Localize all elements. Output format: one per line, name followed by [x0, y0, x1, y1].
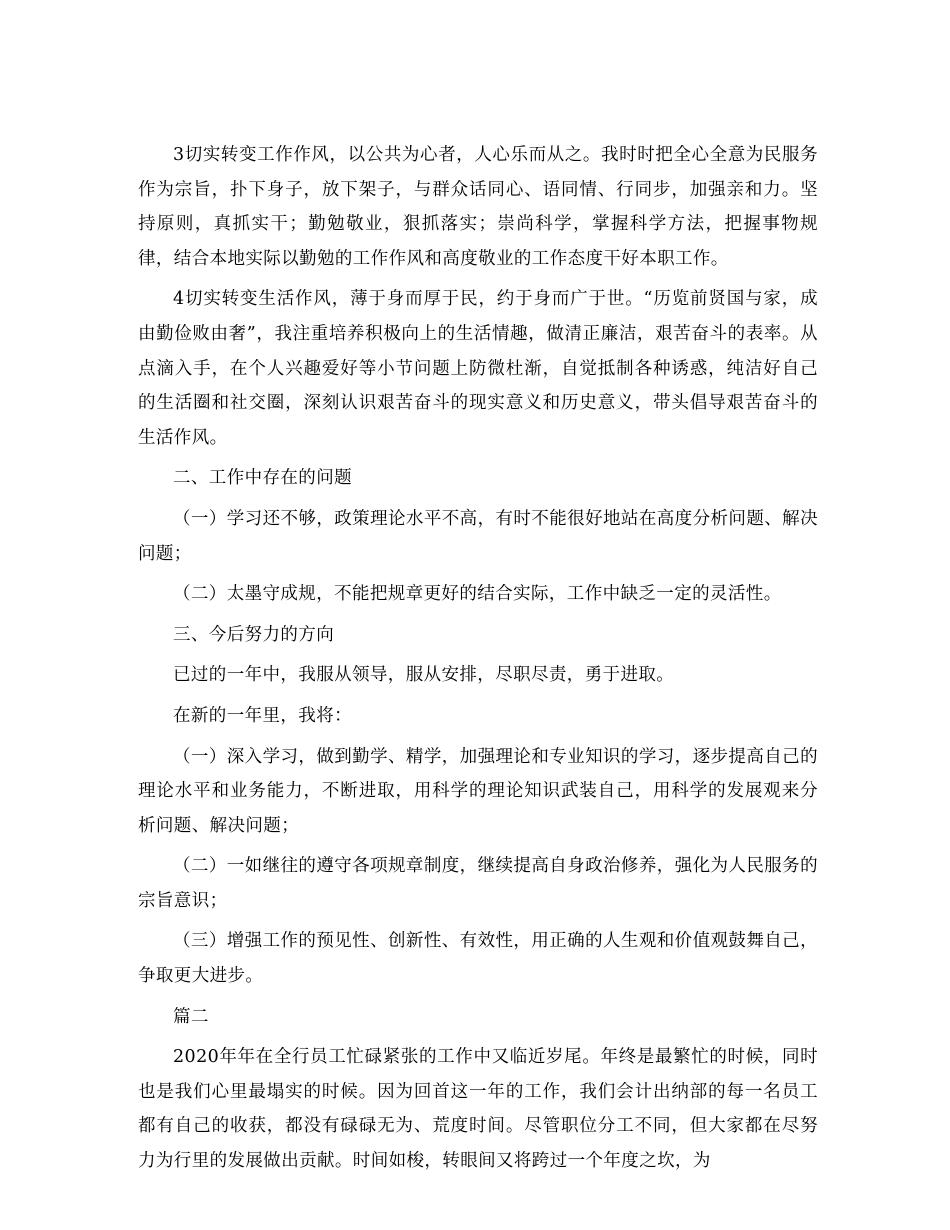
section-heading-direction: 三、今后努力的方向 — [173, 624, 335, 645]
paragraph-life-style: 4切实转变生活作风，薄于身而厚于民，约于身而广于世。“历览前贤国与家，成由勤俭败由奢”，我注重培养积极向上的生活情趣，做清正廉洁，艰苦奋斗的表率。从点滴入手，在个人兴趣爱好等小节问题上防微杜渐，自觉抵制各种诱惑，纯洁好自己的生活圈和社交圈，深刻认识艰苦奋斗的现实意义和历史意义，带头倡导艰苦奋斗的生活作风。 — [138, 289, 818, 448]
paragraph-new-year-intro: 在新的一年里，我将： — [173, 705, 352, 726]
section-heading-part-two: 篇二 — [173, 1006, 209, 1027]
problem-item-1: （一）学习还不够，政策理论水平不高，有时不能很好地站在高度分析问题、解决问题； — [138, 508, 818, 564]
paragraph-work-style: 3切实转变工作作风，以公共为心者，人心乐而从之。我时时把全心全意为民服务作为宗旨，扑下身子，放下架子，与群众话同心、语同情、行同步，加强亲和力。坚持原则，真抓实干；勤勉敬业，狠抓落实；崇尚科学，掌握科学方法，把握事物规律，结合本地实际以勤勉的工作作风和高度敬业的工作态度干好本职工作。 — [138, 145, 818, 269]
problem-item-2: （二）太墨守成规，不能把规章更好的结合实际，工作中缺乏一定的灵活性。 — [173, 584, 782, 605]
paragraph-year-summary: 2020年年在全行员工忙碌紧张的工作中又临近岁尾。年终是最繁忙的时候，同时也是我们心里最塌实的时候。因为回首这一年的工作，我们会计出纳部的每一名员工都有自己的收获，都没有碌碌无为、荒度时间。尽管职位分工不同，但大家都在尽努力为行里的发展做出贡献。时间如梭，转眼间又将跨过一个年度之坎，为 — [138, 1047, 818, 1172]
section-heading-problems: 二、工作中存在的问题 — [173, 468, 352, 489]
plan-item-2: （二）一如继往的遵守各项规章制度，继续提高自身政治修养，强化为人民服务的宗旨意识； — [138, 856, 818, 911]
document-page — [138, 138, 818, 1185]
paragraph-past-year: 已过的一年中，我服从领导，服从安排，尽职尽责，勇于进取。 — [173, 665, 675, 686]
plan-item-3: （三）增强工作的预见性、创新性、有效性，用正确的人生观和价值观鼓舞自己，争取更大进步。 — [138, 931, 818, 987]
plan-item-1: （一）深入学习，做到勤学、精学，加强理论和专业知识的学习，逐步提高自己的理论水平和业务能力，不断进取，用科学的理论知识武装自己，用科学的发展观来分析问题、解决问题； — [138, 746, 818, 836]
